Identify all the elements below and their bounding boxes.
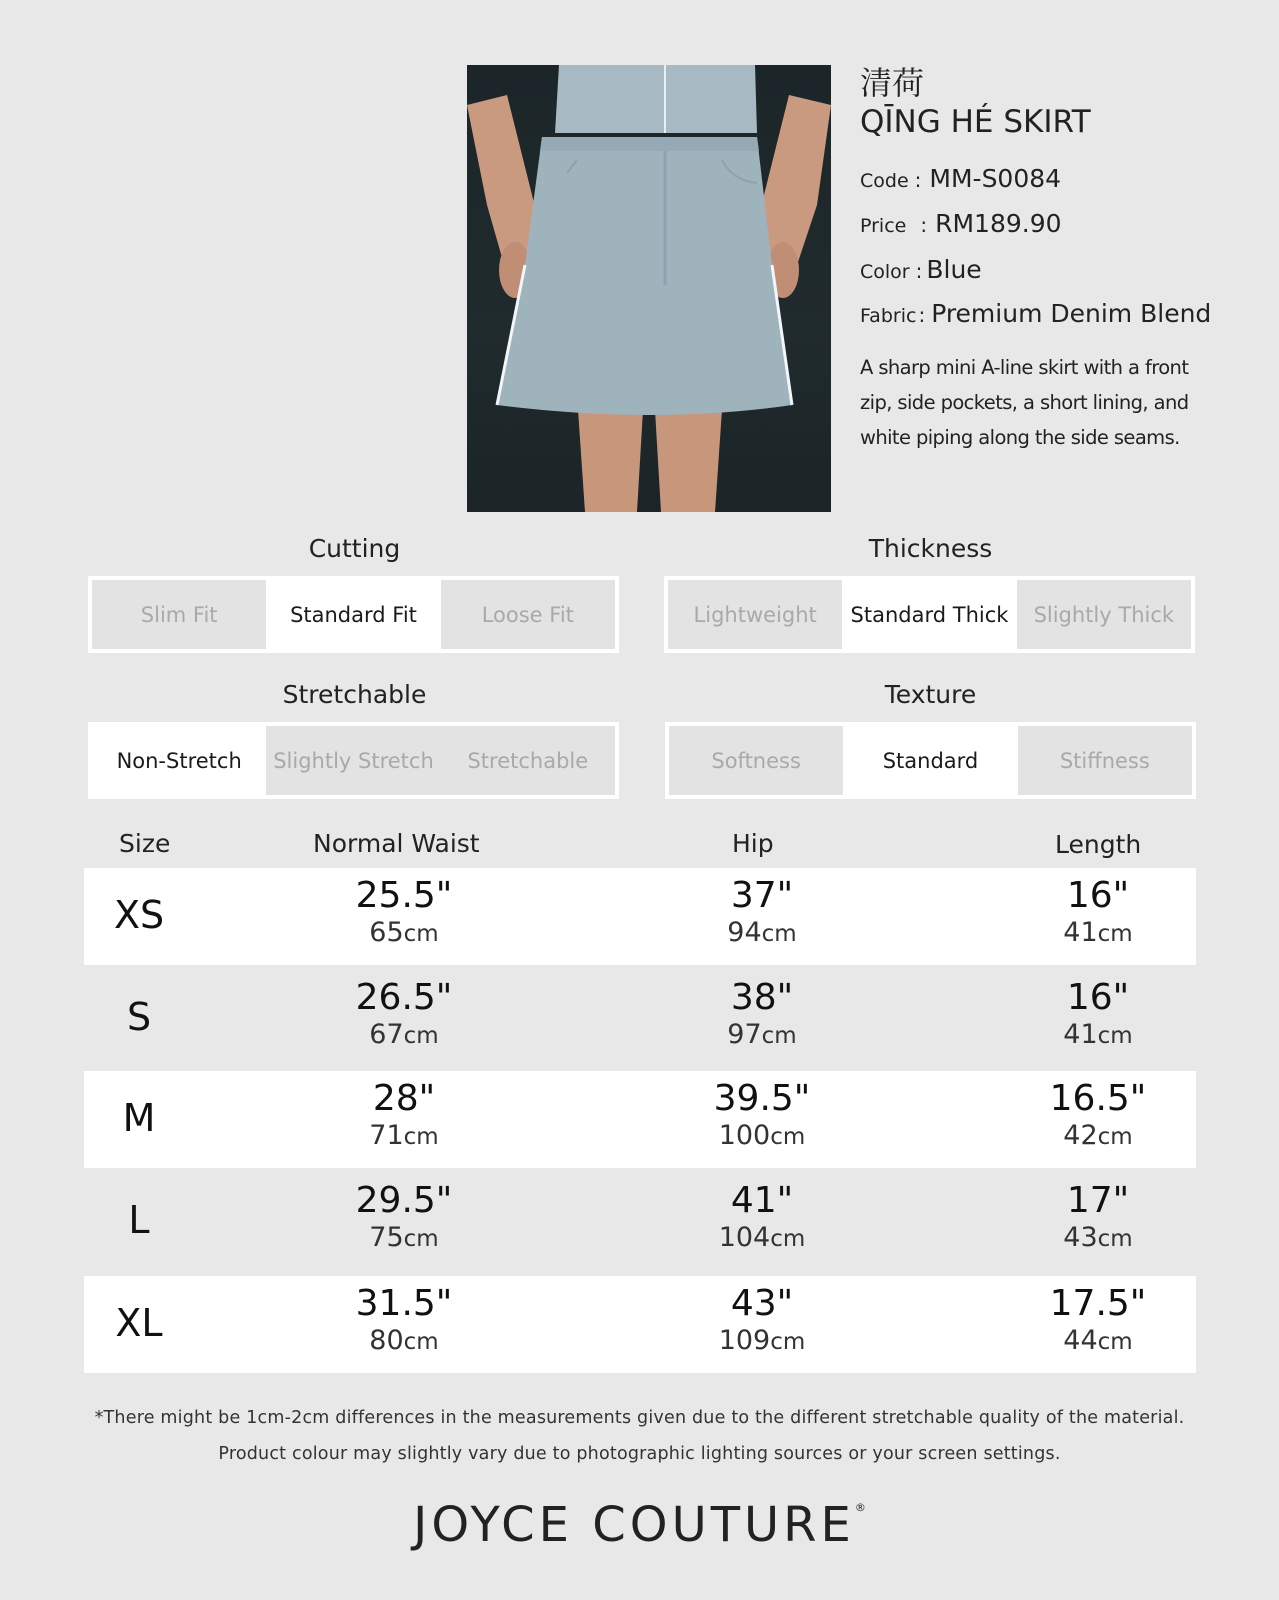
hip-inch: 38"	[730, 977, 794, 1018]
length-inch: 17"	[1066, 1180, 1130, 1221]
price-value: RM189.90	[935, 209, 1062, 238]
texture-selector	[665, 722, 1196, 799]
cutting-option-loose-fit[interactable]: Loose Fit	[441, 580, 615, 649]
colon: :	[915, 259, 923, 283]
length-cm: 41cm	[1063, 917, 1133, 948]
length-cm: 44cm	[1063, 1325, 1133, 1356]
length-cell	[998, 1079, 1198, 1154]
length-inch: 16"	[1066, 977, 1130, 1018]
waist-inch: 25.5"	[355, 875, 453, 916]
waist-cell	[304, 1079, 504, 1154]
table-row	[84, 868, 1196, 965]
header-hip: Hip	[732, 829, 774, 858]
stretchable-option-non-stretch[interactable]: Non-Stretch	[92, 726, 266, 795]
measurement-note: *There might be 1cm-2cm differences in the measurements given due to the different stretchable quality of the material.	[94, 1408, 1185, 1428]
hip-inch: 43"	[730, 1283, 794, 1324]
fabric-value: Premium Denim Blend	[931, 299, 1212, 328]
thickness-option-standard-thick[interactable]: Standard Thick	[842, 580, 1016, 649]
hip-cell	[662, 876, 862, 951]
hip-inch: 41"	[730, 1180, 794, 1221]
thickness-option-slightly-thick[interactable]: Slightly Thick	[1017, 580, 1191, 649]
table-row	[84, 1276, 1196, 1373]
length-cm: 43cm	[1063, 1222, 1133, 1253]
waist-cell	[304, 1284, 504, 1359]
color-value: Blue	[926, 255, 982, 284]
length-cell	[998, 978, 1198, 1053]
texture-title: Texture	[884, 680, 977, 709]
waist-inch: 26.5"	[355, 977, 453, 1018]
colon: :	[914, 168, 922, 192]
waist-inch: 31.5"	[355, 1283, 453, 1324]
code-label: Code	[860, 170, 909, 192]
texture-option-softness[interactable]: Softness	[669, 726, 843, 795]
length-cm: 41cm	[1063, 1019, 1133, 1050]
thickness-selector	[664, 576, 1195, 653]
texture-option-standard[interactable]: Standard	[843, 726, 1017, 795]
cutting-option-standard-fit[interactable]: Standard Fit	[266, 580, 440, 649]
table-row	[84, 970, 1196, 1067]
code-value: MM-S0084	[929, 164, 1062, 193]
skirt-illustration	[467, 65, 831, 512]
waist-cm: 71cm	[369, 1120, 439, 1151]
product-description: A sharp mini A-line skirt with a front zip, side pockets, a short lining, and white piping along the side seams.	[860, 356, 1189, 449]
color-row	[860, 255, 982, 284]
color-label: Color	[860, 261, 910, 283]
hip-cell	[662, 978, 862, 1053]
fabric-label: Fabric	[860, 305, 917, 327]
stretchable-title: Stretchable	[282, 680, 427, 709]
price-label: Price	[860, 215, 907, 237]
colon: :	[918, 303, 926, 327]
length-cell	[998, 1284, 1198, 1359]
hip-cm: 94cm	[727, 917, 797, 948]
length-cm: 42cm	[1063, 1120, 1133, 1151]
registered-mark: ®	[854, 1501, 866, 1514]
stretchable-selector	[88, 722, 619, 799]
hip-inch: 39.5"	[713, 1078, 811, 1119]
waist-cell	[304, 876, 504, 951]
hip-inch: 37"	[730, 875, 794, 916]
product-photo	[467, 65, 831, 512]
brand-logo	[0, 1497, 1279, 1553]
hip-cm: 97cm	[727, 1019, 797, 1050]
table-row	[84, 1173, 1196, 1270]
waist-inch: 29.5"	[355, 1180, 453, 1221]
stretchable-option-slightly-stretch[interactable]: Slightly Stretch	[266, 726, 440, 795]
waist-cell	[304, 1181, 504, 1256]
hip-cm: 100cm	[718, 1120, 806, 1151]
length-inch: 16.5"	[1049, 1078, 1147, 1119]
size-label: XL	[115, 1301, 163, 1345]
cutting-title: Cutting	[308, 534, 401, 563]
size-label: XS	[114, 893, 165, 937]
waist-cm: 75cm	[369, 1222, 439, 1253]
hip-cm: 109cm	[718, 1325, 806, 1356]
hip-cell	[662, 1181, 862, 1256]
waist-inch: 28"	[372, 1078, 436, 1119]
table-row	[84, 1071, 1196, 1168]
waist-cm: 80cm	[369, 1325, 439, 1356]
brand-name: JOYCE COUTURE	[413, 1497, 855, 1553]
hip-cell	[662, 1284, 862, 1359]
waist-cm: 65cm	[369, 917, 439, 948]
colon: :	[920, 213, 928, 237]
length-inch: 17.5"	[1049, 1283, 1147, 1324]
length-cell	[998, 876, 1198, 951]
product-name: QĪNG HÉ SKIRT	[860, 104, 1091, 140]
colour-note: Product colour may slightly vary due to photographic lighting sources or your screen settings.	[218, 1444, 1061, 1464]
product-chinese-name: 清荷	[860, 64, 925, 102]
price-row	[860, 209, 1062, 238]
stretchable-option-stretchable[interactable]: Stretchable	[441, 726, 615, 795]
texture-option-stiffness[interactable]: Stiffness	[1018, 726, 1192, 795]
header-normal-waist: Normal Waist	[313, 829, 480, 858]
hip-cell	[662, 1079, 862, 1154]
cutting-option-slim-fit[interactable]: Slim Fit	[92, 580, 266, 649]
thickness-option-lightweight[interactable]: Lightweight	[668, 580, 842, 649]
size-label: S	[126, 995, 152, 1039]
header-size: Size	[119, 829, 171, 858]
waist-cm: 67cm	[369, 1019, 439, 1050]
length-inch: 16"	[1066, 875, 1130, 916]
cutting-selector	[88, 576, 619, 653]
fabric-row	[860, 299, 1211, 328]
header-length: Length	[1055, 830, 1142, 859]
code-row	[860, 164, 1061, 193]
size-label: L	[128, 1198, 150, 1242]
size-label: M	[122, 1096, 156, 1140]
length-cell	[998, 1181, 1198, 1256]
thickness-title: Thickness	[868, 534, 993, 563]
hip-cm: 104cm	[718, 1222, 806, 1253]
waist-cell	[304, 978, 504, 1053]
